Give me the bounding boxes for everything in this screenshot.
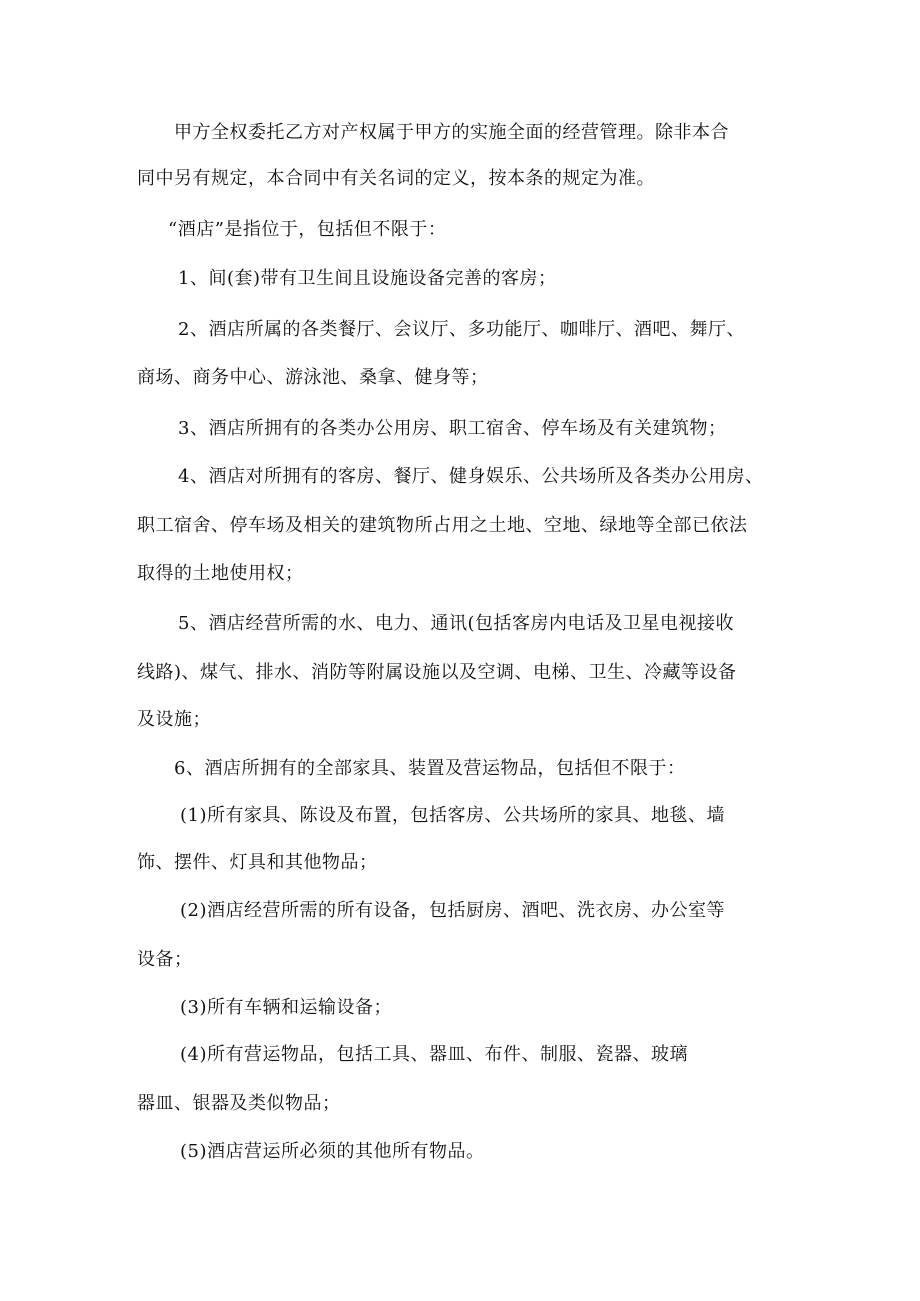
sub-item-line: 饰、摆件、灯具和其他物品； — [137, 852, 378, 873]
sub-item-line: (2)酒店经营所需的所有设备，包括厨房、酒吧、洗衣房、办公室等 — [180, 900, 725, 921]
sub-item-line: (5)酒店营运所必须的其他所有物品。 — [180, 1141, 485, 1162]
list-item-line: 职工宿舍、停车场及相关的建筑物所占用之土地、空地、绿地等全部已依法 — [137, 515, 748, 536]
paragraph-line: 甲方全权委托乙方对产权属于甲方的实施全面的经营管理。除非本合 — [174, 122, 729, 143]
list-item-line: 5、酒店经营所需的水、电力、通讯(包括客房内电话及卫星电视接收 — [178, 613, 734, 634]
list-item-line: 3、酒店所拥有的各类办公用房、职工宿舍、停车场及有关建筑物； — [178, 418, 727, 439]
sub-item-line: (3)所有车辆和运输设备； — [180, 997, 392, 1018]
list-item-line: 取得的土地使用权； — [137, 563, 304, 584]
list-item-line: 1、间(套)带有卫生间且设施设备完善的客房； — [178, 268, 557, 289]
list-item-line: 6、酒店所拥有的全部家具、装置及营运物品，包括但不限于： — [174, 758, 686, 779]
list-item-line: 4、酒店对所拥有的客房、餐厅、健身娱乐、公共场所及各类办公用房、 — [178, 466, 764, 487]
list-item-line: 线路)、煤气、排水、消防等附属设施以及空调、电梯、卫生、冷藏等设备 — [137, 662, 737, 683]
list-item-line: 2、酒店所属的各类餐厅、会议厅、多功能厅、咖啡厅、酒吧、舞厅、 — [178, 319, 745, 340]
sub-item-line: 设备； — [137, 949, 193, 970]
paragraph-line: 同中另有规定，本合同中有关名词的定义，按本条的规定为准。 — [137, 168, 655, 189]
sub-item-line: (1)所有家具、陈设及布置，包括客房、公共场所的家具、地毯、墙 — [180, 805, 725, 826]
sub-item-line: (4)所有营运物品，包括工具、器皿、布件、制服、瓷器、玻璃 — [180, 1044, 688, 1065]
paragraph-line: “酒店”是指位于，包括但不限于： — [168, 219, 447, 240]
sub-item-line: 器皿、银器及类似物品； — [137, 1093, 341, 1114]
list-item-line: 及设施； — [137, 709, 211, 730]
list-item-line: 商场、商务中心、游泳池、桑拿、健身等； — [137, 367, 489, 388]
